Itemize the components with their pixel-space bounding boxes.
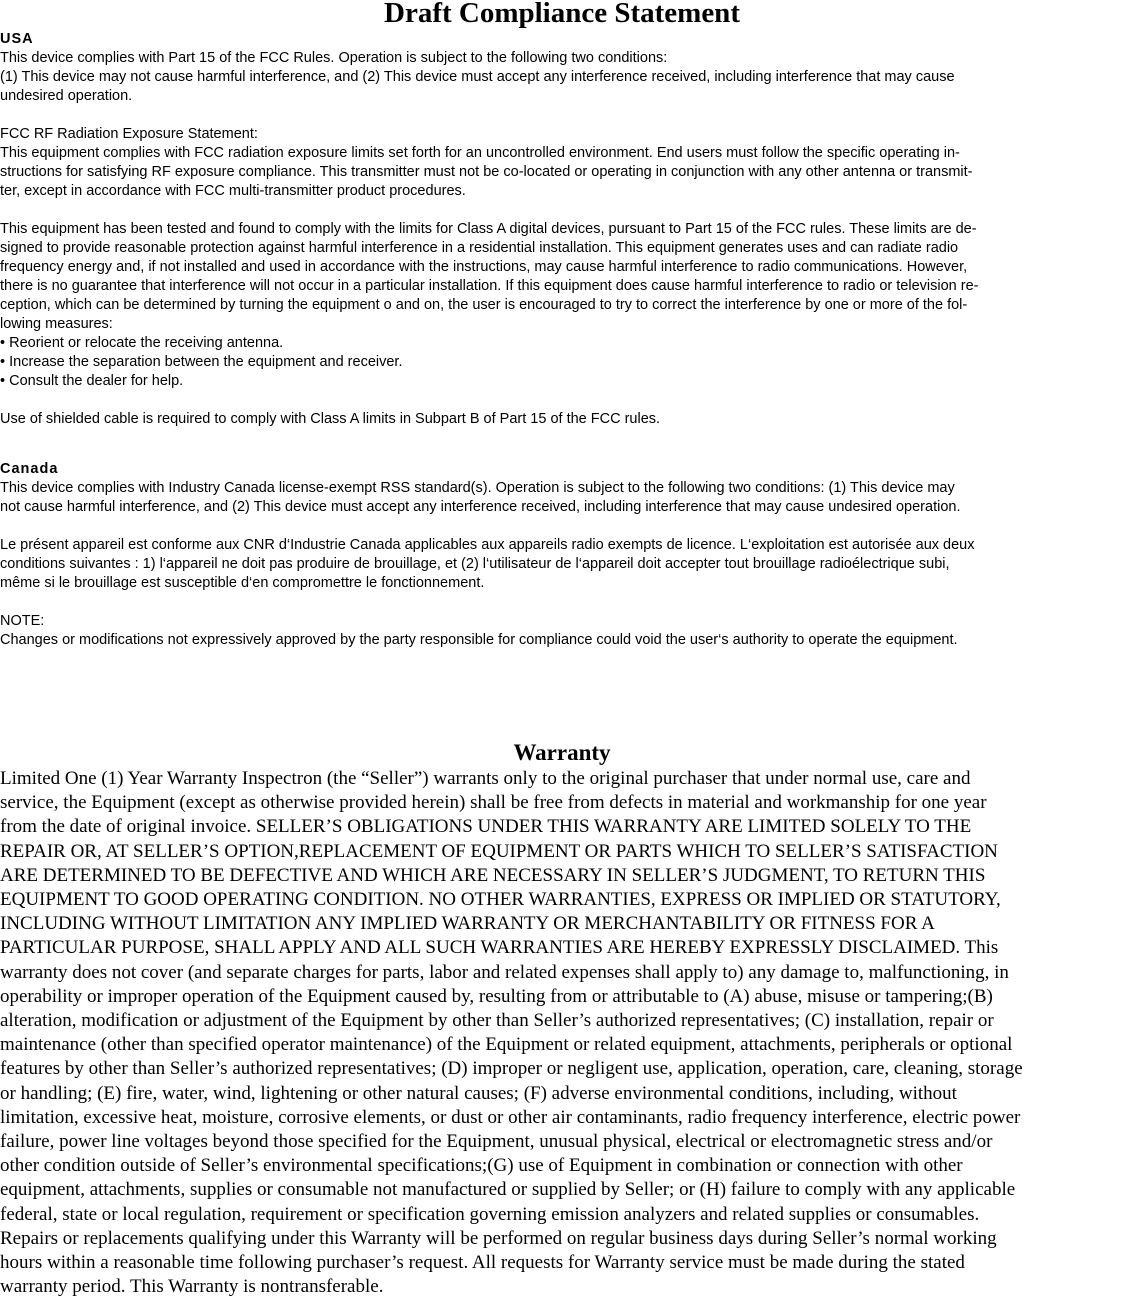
bullet-item: • Consult the dealer for help.: [0, 373, 184, 389]
text-line: NOTE:: [0, 613, 45, 629]
text-line: ception, which can be determined by turning the equipment o and on, the user is encouraged to try to correct the interference by one or more of the fol-: [0, 297, 968, 313]
text-line: même si le brouillage est susceptible d‘en compromettre le fonctionnement.: [0, 575, 485, 591]
bullet-item: • Reorient or relocate the receiving antenna.: [0, 335, 284, 351]
warranty-line: alteration, modification or adjustment of the Equipment by other than Seller’s authorized representatives; (C) installation, repair or: [0, 1010, 994, 1032]
warranty-line: from the date of original invoice. SELLER’S OBLIGATIONS UNDER THIS WARRANTY ARE LIMITED SOLELY TO THE: [0, 816, 972, 838]
usa-section: [0, 30, 1124, 448]
canada-heading: Canada: [0, 461, 59, 477]
warranty-line: hours within a reasonable time following purchaser’s request. All requests for Warranty service must be made during the stated: [0, 1252, 965, 1274]
text-line: (1) This device may not cause harmful interference, and (2) This device must accept any interference received, including interference that may cause: [0, 69, 955, 85]
text-line: This device complies with Part 15 of the FCC Rules. Operation is subject to the following two conditions:: [0, 50, 668, 66]
usa-paragraph-rf-exposure: [0, 125, 1124, 201]
warranty-line: limitation, excessive heat, moisture, corrosive elements, or dust or other air contaminants, radio frequency interference, electric power: [0, 1106, 1021, 1128]
warranty-line: ARE DETERMINED TO BE DEFECTIVE AND WHICH ARE NECESSARY IN SELLER’S JUDGMENT, TO RETURN THIS: [0, 864, 986, 886]
warranty-line: PARTICULAR PURPOSE, SHALL APPLY AND ALL SUCH WARRANTIES ARE HEREBY EXPRESSLY DISCLAIMED. This: [0, 937, 999, 959]
warranty-line: warranty does not cover (and separate charges for parts, labor and related expenses shall apply to) any damage to, malfunctioning, in: [0, 961, 1009, 983]
warranty-line: equipment, attachments, supplies or consumable not manufactured or supplied by Seller; or (H) failure to comply with any applicable: [0, 1179, 1016, 1201]
canada-paragraph-rss: [0, 479, 1124, 517]
text-line: frequency energy and, if not installed and used in accordance with the instructions, may cause harmful interference to radio communications. However,: [0, 259, 968, 275]
usa-paragraph-shielded-cable: [0, 410, 1124, 429]
bullet-item: • Increase the separation between the equipment and receiver.: [0, 354, 403, 370]
warranty-line: Repairs or replacements qualifying under this Warranty will be performed on regular business days during Seller’s normal working: [0, 1227, 997, 1249]
warranty-line: operability or improper operation of the Equipment caused by, resulting from or attributable to (A) abuse, misuse or tampering;(B): [0, 985, 993, 1007]
text-line: conditions suivantes : 1) l‘appareil ne doit pas produire de brouillage, et (2) l‘utilisateur de l‘appareil doit accepter tout brouillage radioélectrique subi,: [0, 556, 950, 572]
text-line: FCC RF Radiation Exposure Statement:: [0, 126, 258, 142]
warranty-line: or handling; (E) fire, water, wind, lightening or other natural causes; (F) adverse environmental conditions, including, without: [0, 1082, 957, 1104]
page-title: Draft Compliance Statement: [384, 0, 740, 29]
warranty-line: features by other than Seller’s authorized representatives; (D) improper or negligent use, application, operation, care, cleaning, storage: [0, 1058, 1023, 1080]
warranty-line: service, the Equipment (except as otherwise provided herein) shall be free from defects in material and workmanship for one year: [0, 792, 987, 814]
usa-paragraph-conditions: [0, 49, 1124, 106]
warranty-line: REPAIR OR, AT SELLER’S OPTION,REPLACEMENT OF EQUIPMENT OR PARTS WHICH TO SELLER’S SATISFACTION: [0, 840, 998, 862]
warranty-line: Limited One (1) Year Warranty Inspectron (the “Seller”) warrants only to the original purchaser that under normal use, care and: [0, 768, 971, 789]
warranty-line: INCLUDING WITHOUT LIMITATION ANY IMPLIED WARRANTY OR MERCHANTABILITY OR FITNESS FOR A: [0, 913, 935, 935]
warranty-line: warranty period. This Warranty is nontransferable.: [0, 1276, 384, 1298]
text-line: undesired operation.: [0, 88, 133, 104]
text-line: Changes or modifications not expressively approved by the party responsible for compliance could void the user‘s authority to operate the equipment.: [0, 632, 958, 648]
warranty-line: failure, power line voltages beyond those specified for the Equipment, unusual physical, electrical or electromagnetic stress and/or: [0, 1131, 993, 1153]
text-line: This equipment has been tested and found to comply with the limits for Class A digital devices, pursuant to Part 15 of the FCC rules. These limits are de-: [0, 221, 977, 237]
text-line: ter, except in accordance with FCC multi-transmitter product procedures.: [0, 183, 466, 199]
warranty-line: federal, state or local regulation, requirement or specification governing emission analyzers and related supplies or consumables.: [0, 1203, 980, 1225]
usa-paragraph-class-a: [0, 220, 1124, 391]
warranty-body: [0, 767, 1124, 1299]
text-line: Le présent appareil est conforme aux CNR d‘Industrie Canada applicables aux appareils radio exempts de licence. L‘exploitation est autorisée aux deux: [0, 537, 975, 553]
text-line: This device complies with Industry Canada license-exempt RSS standard(s). Operation is subject to the following two conditions: (1) This device may: [0, 480, 955, 496]
canada-paragraph-note: [0, 612, 1124, 650]
text-line: lowing measures:: [0, 316, 113, 332]
warranty-line: maintenance (other than specified operator maintenance) of the Equipment or related equipment, attachments, peripherals or optional: [0, 1034, 1013, 1056]
warranty-line: other condition outside of Seller’s environmental specifications;(G) use of Equipment in combination or connection with other: [0, 1155, 963, 1177]
warranty-title: Warranty: [513, 740, 611, 765]
usa-heading: USA: [0, 31, 34, 47]
text-line: signed to provide reasonable protection against harmful interference in a residential installation. This equipment generates uses and can radiate radio: [0, 240, 959, 256]
text-line: not cause harmful interference, and (2) This device must accept any interference received, including interference that may cause undesired operation.: [0, 499, 961, 515]
text-line: there is no guarantee that interference will not occur in a particular installation. If this equipment does cause harmful interference to radio or television re-: [0, 278, 979, 294]
canada-section: [0, 460, 1124, 669]
text-line: structions for satisfying RF exposure compliance. This transmitter must not be co-located or operating in conjunction with any other antenna or transmit-: [0, 164, 973, 180]
text-line: This equipment complies with FCC radiation exposure limits set forth for an uncontrolled environment. End users must follow the specific operating in-: [0, 145, 960, 161]
warranty-line: EQUIPMENT TO GOOD OPERATING CONDITION. NO OTHER WARRANTIES, EXPRESS OR IMPLIED OR STATUTORY,: [0, 889, 1001, 911]
text-line: Use of shielded cable is required to comply with Class A limits in Subpart B of Part 15 of the FCC rules.: [0, 411, 661, 427]
canada-paragraph-french: [0, 536, 1124, 593]
